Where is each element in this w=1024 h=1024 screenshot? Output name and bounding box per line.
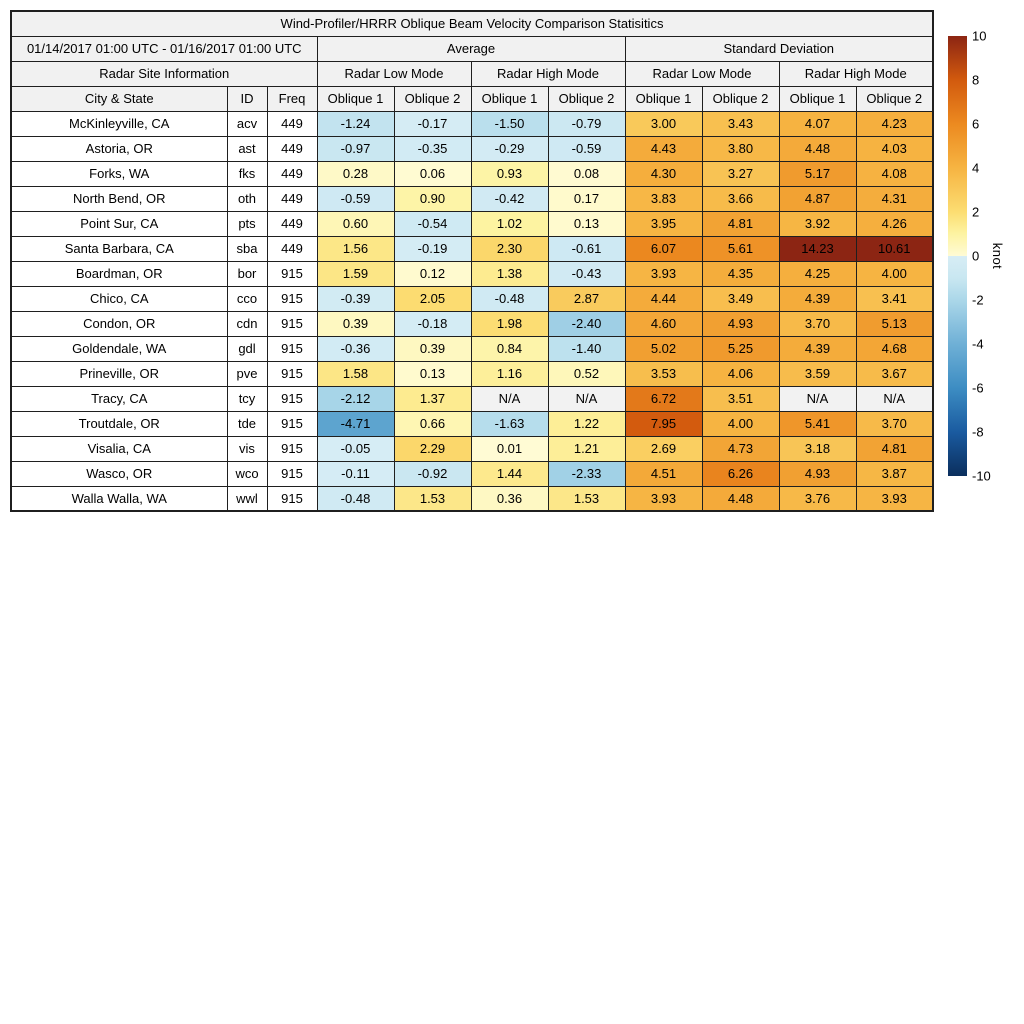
column-header-row [11, 86, 933, 111]
site-id-cell: tcy [227, 386, 267, 411]
col-header-oblique2-std-low: Oblique 2 [702, 86, 779, 111]
value-cell: 5.41 [779, 411, 856, 436]
value-cell: 0.06 [394, 161, 471, 186]
value-cell: -0.19 [394, 236, 471, 261]
value-cell: 4.43 [625, 136, 702, 161]
value-cell: 3.93 [625, 486, 702, 511]
value-cell: -1.63 [471, 411, 548, 436]
col-header-oblique1-avg-high: Oblique 1 [471, 86, 548, 111]
value-cell: 4.48 [779, 136, 856, 161]
value-cell: 2.05 [394, 286, 471, 311]
site-id-cell: pve [227, 361, 267, 386]
freq-cell: 449 [267, 161, 317, 186]
stats-table [10, 10, 934, 512]
value-cell: 3.95 [625, 211, 702, 236]
site-id-cell: ast [227, 136, 267, 161]
table-row [11, 111, 933, 136]
colorbar-tick-label: -10 [972, 468, 991, 484]
value-cell: 4.25 [779, 261, 856, 286]
mode-header-avg-low: Radar Low Mode [317, 61, 471, 86]
table-row [11, 336, 933, 361]
value-cell: -4.71 [317, 411, 394, 436]
value-cell: -0.29 [471, 136, 548, 161]
value-cell: 1.53 [394, 486, 471, 511]
value-cell: 4.03 [856, 136, 933, 161]
city-state-cell: Condon, OR [11, 311, 227, 336]
value-cell: 4.26 [856, 211, 933, 236]
value-cell: 0.08 [548, 161, 625, 186]
value-cell: 0.52 [548, 361, 625, 386]
freq-cell: 449 [267, 236, 317, 261]
site-id-cell: oth [227, 186, 267, 211]
value-cell: 4.87 [779, 186, 856, 211]
freq-cell: 915 [267, 461, 317, 486]
city-state-cell: Chico, CA [11, 286, 227, 311]
freq-cell: 449 [267, 186, 317, 211]
site-info-header: Radar Site Information [11, 61, 317, 86]
freq-cell: 449 [267, 111, 317, 136]
city-state-cell: Goldendale, WA [11, 336, 227, 361]
freq-cell: 915 [267, 361, 317, 386]
group-header-std-deviation: Standard Deviation [625, 36, 933, 61]
value-cell: 3.87 [856, 461, 933, 486]
value-cell: 3.83 [625, 186, 702, 211]
value-cell: 5.17 [779, 161, 856, 186]
table-row [11, 411, 933, 436]
city-state-cell: Forks, WA [11, 161, 227, 186]
value-cell-na: N/A [471, 386, 548, 411]
mode-header-row [11, 61, 933, 86]
city-state-cell: Astoria, OR [11, 136, 227, 161]
table-row [11, 286, 933, 311]
col-header-oblique2-avg-low: Oblique 2 [394, 86, 471, 111]
value-cell: 4.39 [779, 336, 856, 361]
value-cell: 2.69 [625, 436, 702, 461]
value-cell: -0.59 [548, 136, 625, 161]
site-id-cell: sba [227, 236, 267, 261]
table-row [11, 436, 933, 461]
value-cell: -1.40 [548, 336, 625, 361]
site-id-cell: acv [227, 111, 267, 136]
table-row [11, 186, 933, 211]
value-cell: 4.44 [625, 286, 702, 311]
table-row [11, 136, 933, 161]
date-range: 01/14/2017 01:00 UTC - 01/16/2017 01:00 UTC [11, 36, 317, 61]
freq-cell: 915 [267, 311, 317, 336]
city-state-cell: Prineville, OR [11, 361, 227, 386]
city-state-cell: North Bend, OR [11, 186, 227, 211]
colorbar-tick-label: 10 [972, 28, 987, 44]
value-cell: 4.06 [702, 361, 779, 386]
colorbar-tick-label: -4 [972, 336, 984, 352]
col-header-oblique2-std-high: Oblique 2 [856, 86, 933, 111]
col-header-city-state: City & State [11, 86, 227, 111]
value-cell: 4.93 [779, 461, 856, 486]
value-cell: 0.39 [394, 336, 471, 361]
value-cell: -0.61 [548, 236, 625, 261]
value-cell: -0.35 [394, 136, 471, 161]
site-id-cell: tde [227, 411, 267, 436]
value-cell: 3.80 [702, 136, 779, 161]
value-cell: -0.17 [394, 111, 471, 136]
value-cell: 1.53 [548, 486, 625, 511]
value-cell: 5.61 [702, 236, 779, 261]
value-cell: -0.43 [548, 261, 625, 286]
mode-header-std-high: Radar High Mode [779, 61, 933, 86]
city-state-cell: Troutdale, OR [11, 411, 227, 436]
value-cell: 4.60 [625, 311, 702, 336]
site-id-cell: vis [227, 436, 267, 461]
colorbar [948, 36, 967, 476]
mode-header-avg-high: Radar High Mode [471, 61, 625, 86]
city-state-cell: Wasco, OR [11, 461, 227, 486]
city-state-cell: Santa Barbara, CA [11, 236, 227, 261]
value-cell: 3.43 [702, 111, 779, 136]
value-cell: -0.36 [317, 336, 394, 361]
colorbar-tick-label: 0 [972, 248, 980, 264]
city-state-cell: McKinleyville, CA [11, 111, 227, 136]
value-cell: -0.05 [317, 436, 394, 461]
value-cell: 4.00 [702, 411, 779, 436]
value-cell: 1.22 [548, 411, 625, 436]
table-row [11, 211, 933, 236]
table-row [11, 161, 933, 186]
value-cell: 1.56 [317, 236, 394, 261]
value-cell: 0.90 [394, 186, 471, 211]
value-cell: 2.87 [548, 286, 625, 311]
site-id-cell: wwl [227, 486, 267, 511]
value-cell: 4.39 [779, 286, 856, 311]
table-row [11, 386, 933, 411]
value-cell: -0.92 [394, 461, 471, 486]
table-row [11, 261, 933, 286]
table-row [11, 236, 933, 261]
value-cell: 4.68 [856, 336, 933, 361]
site-id-cell: bor [227, 261, 267, 286]
value-cell: 3.76 [779, 486, 856, 511]
site-id-cell: cdn [227, 311, 267, 336]
table-row [11, 486, 933, 511]
colorbar-tick-label: -8 [972, 424, 984, 440]
colorbar-tick-label: -6 [972, 380, 984, 396]
value-cell-na: N/A [779, 386, 856, 411]
value-cell: 4.93 [702, 311, 779, 336]
table-row [11, 311, 933, 336]
colorbar-tick-label: 8 [972, 72, 980, 88]
value-cell: 0.60 [317, 211, 394, 236]
value-cell: 1.21 [548, 436, 625, 461]
group-header-average: Average [317, 36, 625, 61]
value-cell: 0.84 [471, 336, 548, 361]
col-header-oblique1-std-low: Oblique 1 [625, 86, 702, 111]
freq-cell: 915 [267, 336, 317, 361]
value-cell: 0.93 [471, 161, 548, 186]
freq-cell: 449 [267, 211, 317, 236]
value-cell: 3.67 [856, 361, 933, 386]
value-cell: 4.30 [625, 161, 702, 186]
value-cell: 0.01 [471, 436, 548, 461]
freq-cell: 915 [267, 486, 317, 511]
city-state-cell: Boardman, OR [11, 261, 227, 286]
value-cell: 6.26 [702, 461, 779, 486]
freq-cell: 915 [267, 261, 317, 286]
freq-cell: 915 [267, 286, 317, 311]
table-title: Wind-Profiler/HRRR Oblique Beam Velocity Comparison Statisitics [11, 11, 933, 36]
col-header-freq: Freq [267, 86, 317, 111]
value-cell: 6.72 [625, 386, 702, 411]
value-cell: 3.49 [702, 286, 779, 311]
value-cell: 0.39 [317, 311, 394, 336]
colorbar-tick-label: -2 [972, 292, 984, 308]
value-cell: 3.66 [702, 186, 779, 211]
value-cell: 3.70 [779, 311, 856, 336]
site-id-cell: fks [227, 161, 267, 186]
value-cell: 3.53 [625, 361, 702, 386]
city-state-cell: Point Sur, CA [11, 211, 227, 236]
value-cell: 2.30 [471, 236, 548, 261]
value-cell: -0.79 [548, 111, 625, 136]
site-id-cell: gdl [227, 336, 267, 361]
value-cell: 4.00 [856, 261, 933, 286]
value-cell: 1.38 [471, 261, 548, 286]
value-cell: 1.16 [471, 361, 548, 386]
mode-header-std-low: Radar Low Mode [625, 61, 779, 86]
value-cell: 4.08 [856, 161, 933, 186]
value-cell: -2.12 [317, 386, 394, 411]
freq-cell: 915 [267, 411, 317, 436]
site-id-cell: pts [227, 211, 267, 236]
value-cell: 1.58 [317, 361, 394, 386]
freq-cell: 915 [267, 386, 317, 411]
value-cell: 0.66 [394, 411, 471, 436]
value-cell: 5.25 [702, 336, 779, 361]
group-header-row [11, 36, 933, 61]
value-cell: 4.73 [702, 436, 779, 461]
value-cell: 3.93 [856, 486, 933, 511]
value-cell: 3.27 [702, 161, 779, 186]
value-cell: 3.51 [702, 386, 779, 411]
colorbar-tick-label: 2 [972, 204, 980, 220]
colorbar-tick-label: 4 [972, 160, 980, 176]
value-cell: 0.13 [548, 211, 625, 236]
city-state-cell: Tracy, CA [11, 386, 227, 411]
col-header-oblique1-avg-low: Oblique 1 [317, 86, 394, 111]
value-cell: 3.70 [856, 411, 933, 436]
colorbar-tick-label: 6 [972, 116, 980, 132]
value-cell-na: N/A [856, 386, 933, 411]
value-cell: 0.12 [394, 261, 471, 286]
colorbar-unit-label: knot [990, 242, 1005, 270]
value-cell: 4.07 [779, 111, 856, 136]
value-cell: 3.18 [779, 436, 856, 461]
value-cell: 6.07 [625, 236, 702, 261]
value-cell: -0.48 [317, 486, 394, 511]
value-cell: 4.48 [702, 486, 779, 511]
freq-cell: 915 [267, 436, 317, 461]
value-cell: -1.24 [317, 111, 394, 136]
value-cell: 3.00 [625, 111, 702, 136]
value-cell: 3.92 [779, 211, 856, 236]
value-cell: 4.81 [702, 211, 779, 236]
value-cell: 0.36 [471, 486, 548, 511]
value-cell: 1.02 [471, 211, 548, 236]
value-cell: 1.59 [317, 261, 394, 286]
city-state-cell: Visalia, CA [11, 436, 227, 461]
value-cell: 4.31 [856, 186, 933, 211]
value-cell: -0.42 [471, 186, 548, 211]
value-cell: -0.18 [394, 311, 471, 336]
site-id-cell: cco [227, 286, 267, 311]
stats-table-container [10, 10, 934, 512]
value-cell: 5.02 [625, 336, 702, 361]
col-header-oblique1-std-high: Oblique 1 [779, 86, 856, 111]
value-cell: 2.29 [394, 436, 471, 461]
table-row [11, 461, 933, 486]
value-cell: 1.98 [471, 311, 548, 336]
value-cell: 3.59 [779, 361, 856, 386]
value-cell: 1.37 [394, 386, 471, 411]
value-cell: 3.41 [856, 286, 933, 311]
value-cell: -2.33 [548, 461, 625, 486]
value-cell: 14.23 [779, 236, 856, 261]
value-cell: 5.13 [856, 311, 933, 336]
value-cell: 4.35 [702, 261, 779, 286]
value-cell: 4.23 [856, 111, 933, 136]
value-cell: 4.51 [625, 461, 702, 486]
table-row [11, 361, 933, 386]
col-header-oblique2-avg-high: Oblique 2 [548, 86, 625, 111]
col-header-id: ID [227, 86, 267, 111]
value-cell: 0.13 [394, 361, 471, 386]
value-cell: 4.81 [856, 436, 933, 461]
value-cell: 7.95 [625, 411, 702, 436]
site-id-cell: wco [227, 461, 267, 486]
value-cell: -0.39 [317, 286, 394, 311]
freq-cell: 449 [267, 136, 317, 161]
value-cell: 0.28 [317, 161, 394, 186]
value-cell: -1.50 [471, 111, 548, 136]
city-state-cell: Walla Walla, WA [11, 486, 227, 511]
value-cell: -0.48 [471, 286, 548, 311]
value-cell: -0.54 [394, 211, 471, 236]
value-cell: 1.44 [471, 461, 548, 486]
value-cell: -0.59 [317, 186, 394, 211]
title-row [11, 11, 933, 36]
value-cell: -0.11 [317, 461, 394, 486]
value-cell-na: N/A [548, 386, 625, 411]
value-cell: 3.93 [625, 261, 702, 286]
value-cell: 10.61 [856, 236, 933, 261]
value-cell: 0.17 [548, 186, 625, 211]
value-cell: -0.97 [317, 136, 394, 161]
value-cell: -2.40 [548, 311, 625, 336]
colorbar-container [948, 28, 1018, 484]
